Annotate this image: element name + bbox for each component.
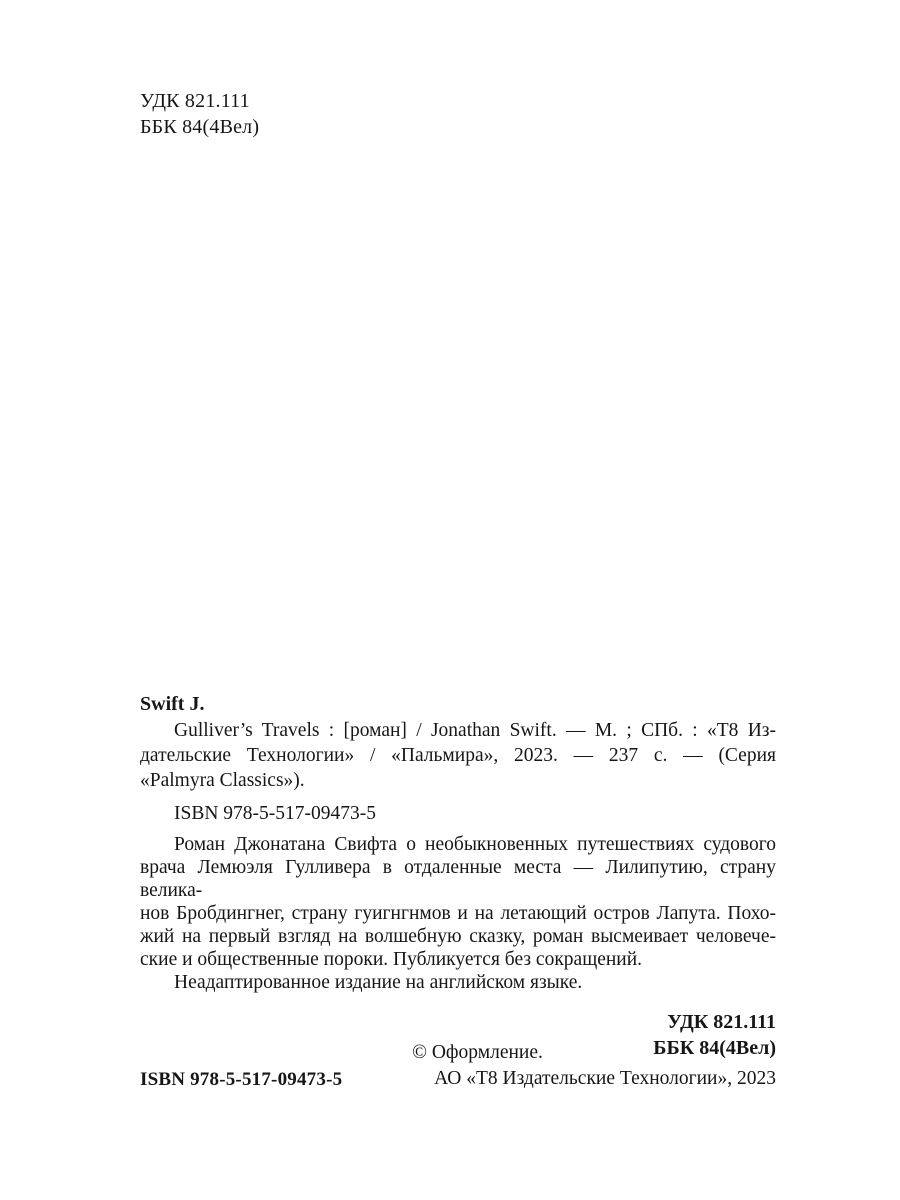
author-heading: Swift J. [140, 693, 205, 715]
isbn-line: ISBN 978-5-517-09473-5 [174, 803, 377, 824]
copyright-line-publisher: АО «Т8 Издательские Технологии», 2023 [434, 1068, 776, 1089]
annotation-line: врача Лемюэля Гулливера в отдаленные места — Лилипутию, страну велика- [140, 857, 776, 901]
footer-imprint-row [140, 1040, 776, 1092]
udk-code-right: УДК 821.111 [667, 1011, 776, 1033]
biblio-line: Gulliver’s Travels : [роман] / Jonathan Swift. — М. ; СПб. : «Т8 Из- [174, 720, 776, 741]
bibliographic-description [140, 718, 776, 793]
bbk-code-right: ББК 84(4Вел) [653, 1037, 776, 1059]
biblio-line: дательские Технологии» / «Пальмира», 2023. — 237 с. — (Серия [140, 745, 776, 766]
udk-code-top: УДК 821.111 [140, 90, 250, 112]
edition-note: Неадаптированное издание на английском языке. [174, 972, 583, 993]
copyright-line-design: © Оформление. [412, 1042, 543, 1063]
bbk-code-top: ББК 84(4Вел) [140, 116, 260, 138]
isbn-footer: ISBN 978-5-517-09473-5 [140, 1069, 343, 1090]
biblio-line: «Palmyra Classics»). [140, 770, 305, 791]
imprint-block [140, 691, 776, 1061]
copyright-block [412, 1040, 776, 1092]
annotation-line: жий на первый взгляд на волшебную сказку, роман высмеивает человече- [140, 926, 776, 947]
annotation-paragraph [140, 833, 776, 971]
annotation-line: ские и общественные пороки. Публикуется без сокращений. [140, 949, 643, 970]
top-classification-codes [140, 88, 776, 140]
annotation-line: Роман Джонатана Свифта о необыкновенных путешествиях судового [174, 834, 776, 855]
annotation-line: нов Бробдингнег, страну гуигнгнмов и на летающий остров Лапута. Похо- [140, 903, 776, 924]
